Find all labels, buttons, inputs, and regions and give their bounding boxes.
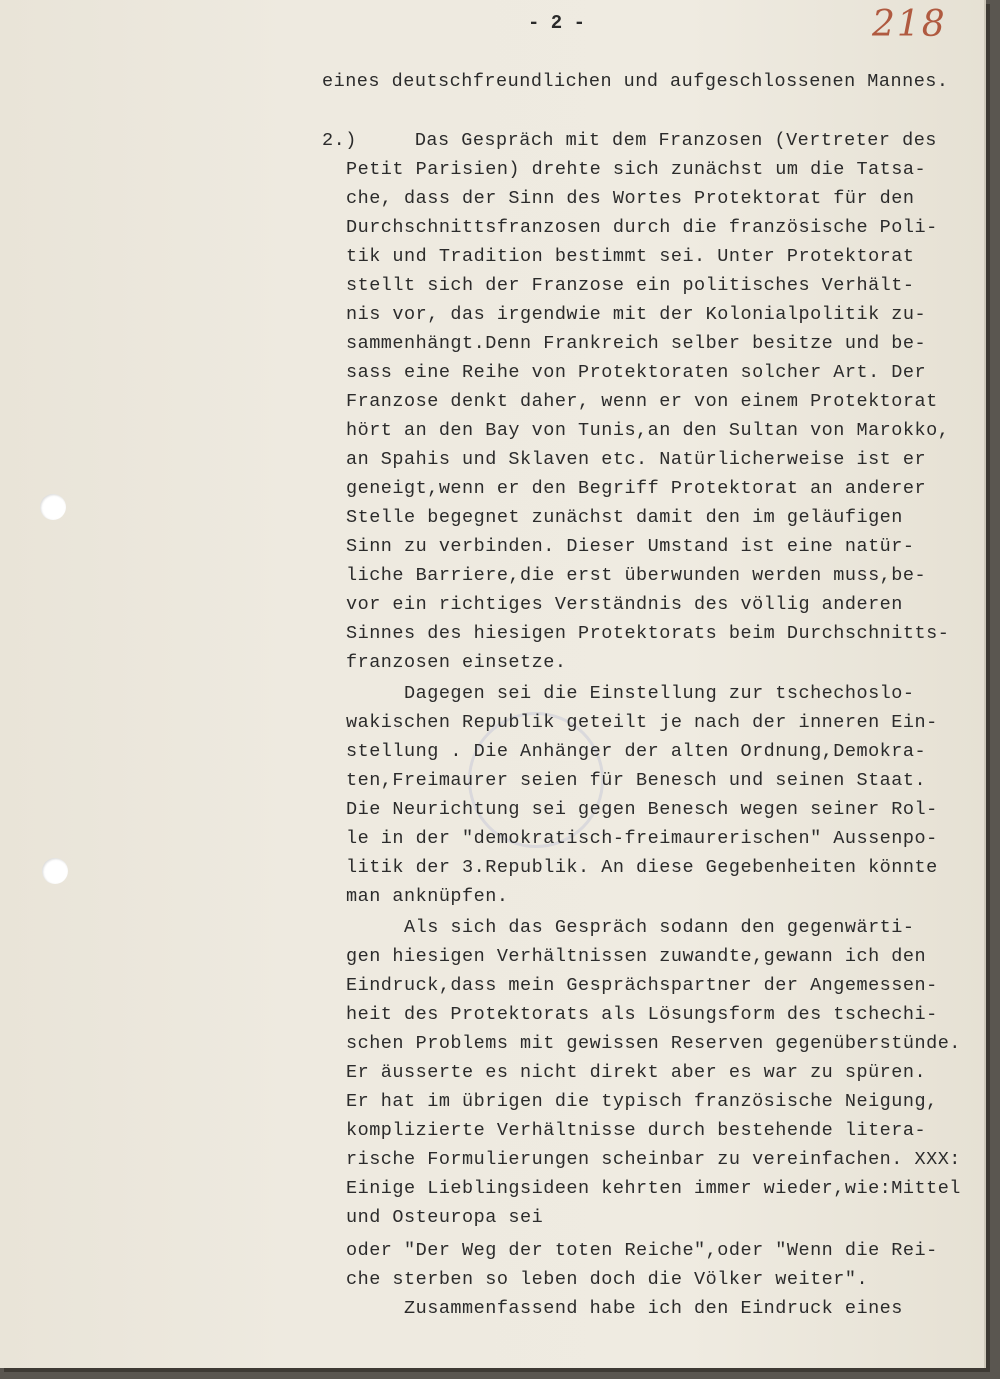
- text-line: litik der 3.Republik. An diese Gegebenheiten könnte: [346, 857, 938, 878]
- text-line: Er äusserte es nicht direkt aber es war zu spüren.: [346, 1062, 927, 1083]
- text-line: franzosen einsetze.: [346, 652, 567, 673]
- text-line: Dagegen sei die Einstellung zur tschechoslo-: [346, 683, 915, 704]
- text-line: Als sich das Gespräch sodann den gegenwärti-: [346, 917, 915, 938]
- text-line: stellt sich der Franzose ein politisches Verhält-: [346, 275, 915, 296]
- text-line: Einige Lieblingsideen kehrten immer wieder,wie:Mittel: [346, 1178, 961, 1199]
- text-line: liche Barriere,die erst überwunden werden muss,be-: [346, 565, 927, 586]
- text-line: Sinnes des hiesigen Protektorats beim Durchschnitts-: [346, 623, 950, 644]
- text-line: sammenhängt.Denn Frankreich selber besitze und be-: [346, 333, 927, 354]
- text-line: geneigt,wenn er den Begriff Protektorat an anderer: [346, 478, 927, 499]
- text-line: hört an den Bay von Tunis,an den Sultan von Marokko,: [346, 420, 950, 441]
- folio-number: 218: [872, 4, 947, 45]
- text-line: Petit Parisien) drehte sich zunächst um die Tatsa-: [346, 159, 927, 180]
- text-line: komplizierte Verhältnisse durch bestehende litera-: [346, 1120, 927, 1141]
- text-line: vor ein richtiges Verständnis des völlig anderen: [346, 594, 903, 615]
- text-line: und Osteuropa sei: [346, 1207, 544, 1228]
- text-line: 2.) Das Gespräch mit dem Franzosen (Vertreter des: [322, 130, 937, 151]
- text-line: Sinn zu verbinden. Dieser Umstand ist eine natür-: [346, 536, 915, 557]
- text-line: che sterben so leben doch die Völker weiter".: [346, 1269, 869, 1290]
- punch-hole-bottom: [42, 858, 68, 884]
- text-line: gen hiesigen Verhältnissen zuwandte,gewann ich den: [346, 946, 927, 967]
- text-line: man anknüpfen.: [346, 886, 509, 907]
- text-line: stellung . Die Anhänger der alten Ordnung,Demokra-: [346, 741, 927, 762]
- text-line: wakischen Republik geteilt je nach der inneren Ein-: [346, 712, 938, 733]
- text-line: rische Formulierungen scheinbar zu vereinfachen. XXX:: [346, 1149, 961, 1170]
- text-line: ten,Freimaurer seien für Benesch und seinen Staat.: [346, 770, 927, 791]
- text-line: Stelle begegnet zunächst damit den im geläufigen: [346, 507, 903, 528]
- page-number: - 2 -: [528, 12, 586, 34]
- text-line: Durchschnittsfranzosen durch die französische Poli-: [346, 217, 938, 238]
- text-line: sass eine Reihe von Protektoraten solcher Art. Der: [346, 362, 927, 383]
- text-line: heit des Protektorats als Lösungsform des tschechi-: [346, 1004, 938, 1025]
- text-line: tik und Tradition bestimmt sei. Unter Protektorat: [346, 246, 915, 267]
- text-line: le in der "demokratisch-freimaurerischen" Aussenpo-: [346, 828, 938, 849]
- text-line: Zusammenfassend habe ich den Eindruck eines: [346, 1298, 903, 1319]
- text-line: Er hat im übrigen die typisch französische Neigung,: [346, 1091, 938, 1112]
- text-line: Franzose denkt daher, wenn er von einem Protektorat: [346, 391, 938, 412]
- text-line: che, dass der Sinn des Wortes Protektorat für den: [346, 188, 915, 209]
- text-line: an Spahis und Sklaven etc. Natürlicherweise ist er: [346, 449, 927, 470]
- text-line: schen Problems mit gewissen Reserven gegenüberstünde.: [346, 1033, 961, 1054]
- text-line: nis vor, das irgendwie mit der Kolonialpolitik zu-: [346, 304, 927, 325]
- text-line: Eindruck,dass mein Gesprächspartner der Angemessen-: [346, 975, 938, 996]
- text-line: Die Neurichtung sei gegen Benesch wegen seiner Rol-: [346, 799, 938, 820]
- punch-hole-top: [40, 494, 66, 520]
- text-line: eines deutschfreundlichen und aufgeschlossenen Mannes.: [322, 71, 949, 92]
- text-line: oder "Der Weg der toten Reiche",oder "Wenn die Rei-: [346, 1240, 938, 1261]
